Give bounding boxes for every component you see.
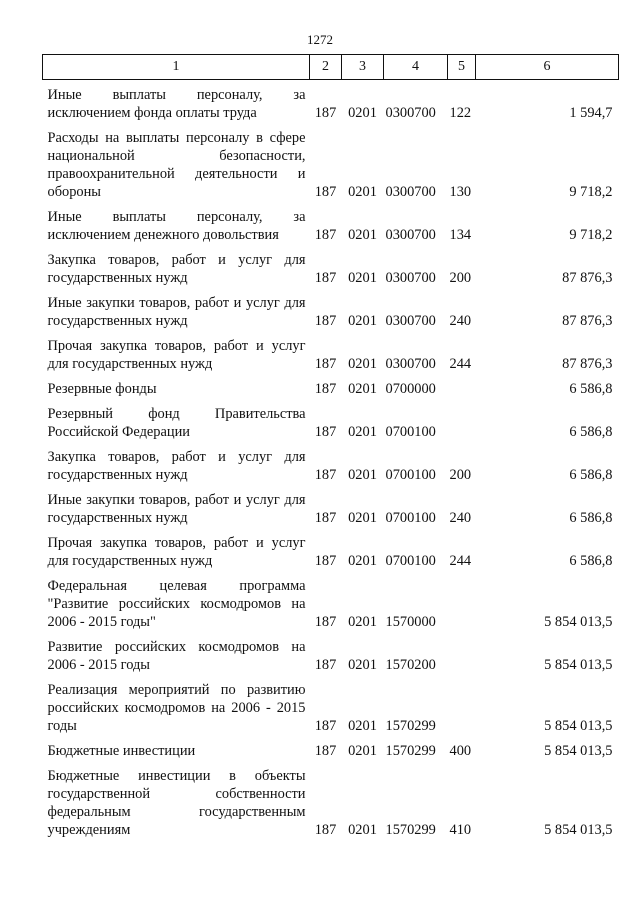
- row-section-code: 0201: [348, 553, 377, 569]
- row-name: Прочая закупка товаров, работ и услуг для государственных нужд: [47, 338, 306, 372]
- row-name: Федеральная целевая программа "Развитие российских космодромов на 2006 - 2015 годы": [47, 578, 306, 630]
- row-ministry-code: 187: [314, 657, 337, 673]
- row-name: Закупка товаров, работ и услуг для государственных нужд: [47, 252, 306, 286]
- row-ministry-code: 187: [314, 313, 337, 329]
- row-amount: 6 586,8: [569, 381, 613, 397]
- row-section-code: 0201: [348, 822, 377, 838]
- row-expense-code: 244: [449, 356, 472, 372]
- row-ministry-code: 187: [314, 718, 337, 734]
- row-target-code: 1570000: [385, 614, 436, 630]
- budget-table: [42, 54, 619, 839]
- row-target-code: 0700000: [385, 381, 436, 397]
- row-target-code: 0300700: [385, 313, 436, 329]
- table-row: [43, 122, 619, 201]
- row-section-code: 0201: [348, 424, 377, 440]
- column-header: 3: [342, 55, 384, 80]
- table-row: [43, 244, 619, 287]
- row-amount: 9 718,2: [569, 184, 613, 200]
- row-name: Бюджетные инвестиции: [47, 743, 196, 759]
- row-target-code: 0300700: [385, 270, 436, 286]
- table-row: [43, 201, 619, 244]
- table-row: [43, 760, 619, 839]
- row-expense-code: 400: [449, 743, 472, 759]
- table-row: [43, 527, 619, 570]
- row-amount: 5 854 013,5: [544, 657, 613, 673]
- row-expense-code: 200: [449, 270, 472, 286]
- row-amount: 6 586,8: [569, 510, 613, 526]
- row-ministry-code: 187: [314, 510, 337, 526]
- table-row: [43, 287, 619, 330]
- row-ministry-code: 187: [314, 467, 337, 483]
- row-amount: 6 586,8: [569, 553, 613, 569]
- row-section-code: 0201: [348, 356, 377, 372]
- page-number: 1272: [307, 32, 333, 47]
- row-amount: 5 854 013,5: [544, 718, 613, 734]
- row-name: Резервный фонд Правительства Российской Федерации: [47, 406, 306, 440]
- row-expense-code: 240: [449, 313, 472, 329]
- row-ministry-code: 187: [314, 227, 337, 243]
- row-name: Прочая закупка товаров, работ и услуг для государственных нужд: [47, 535, 306, 569]
- row-expense-code: [448, 398, 476, 441]
- table-row: [43, 398, 619, 441]
- table-row: [43, 441, 619, 484]
- row-amount: 87 876,3: [562, 356, 613, 372]
- row-section-code: 0201: [348, 510, 377, 526]
- row-expense-code: 122: [449, 105, 472, 121]
- row-ministry-code: 187: [314, 105, 337, 121]
- row-target-code: 0700100: [385, 510, 436, 526]
- row-target-code: 0300700: [385, 184, 436, 200]
- row-name: Резервные фонды: [47, 381, 157, 397]
- row-expense-code: [448, 631, 476, 674]
- column-header: 2: [310, 55, 342, 80]
- row-target-code: 1570299: [385, 718, 436, 734]
- row-ministry-code: 187: [314, 356, 337, 372]
- row-amount: 5 854 013,5: [544, 743, 613, 759]
- row-section-code: 0201: [348, 270, 377, 286]
- row-section-code: 0201: [348, 614, 377, 630]
- row-name: Иные выплаты персоналу, за исключением фонда оплаты труда: [47, 87, 306, 121]
- row-target-code: 0700100: [385, 553, 436, 569]
- row-amount: 1 594,7: [569, 105, 613, 121]
- row-section-code: 0201: [348, 718, 377, 734]
- row-expense-code: [448, 674, 476, 735]
- row-target-code: 1570299: [385, 743, 436, 759]
- row-amount: 87 876,3: [562, 270, 613, 286]
- row-section-code: 0201: [348, 743, 377, 759]
- column-header: 6: [476, 55, 619, 80]
- row-ministry-code: 187: [314, 822, 337, 838]
- row-ministry-code: 187: [314, 424, 337, 440]
- row-ministry-code: 187: [314, 381, 337, 397]
- row-name: Закупка товаров, работ и услуг для государственных нужд: [47, 449, 306, 483]
- row-name: Иные закупки товаров, работ и услуг для государственных нужд: [47, 492, 306, 526]
- row-expense-code: 130: [449, 184, 472, 200]
- column-header: 5: [448, 55, 476, 80]
- row-section-code: 0201: [348, 313, 377, 329]
- row-target-code: 1570299: [385, 822, 436, 838]
- row-target-code: 0700100: [385, 467, 436, 483]
- row-amount: 5 854 013,5: [544, 614, 613, 630]
- row-target-code: 0300700: [385, 105, 436, 121]
- row-section-code: 0201: [348, 657, 377, 673]
- row-name: Иные закупки товаров, работ и услуг для государственных нужд: [47, 295, 306, 329]
- table-row: [43, 330, 619, 373]
- column-header-row: [43, 55, 619, 80]
- row-target-code: 1570200: [385, 657, 436, 673]
- row-amount: 6 586,8: [569, 467, 613, 483]
- column-header: 1: [43, 55, 310, 80]
- row-ministry-code: 187: [314, 553, 337, 569]
- row-name: Реализация мероприятий по развитию российских космодромов на 2006 - 2015 годы: [47, 682, 306, 734]
- row-name: Развитие российских космодромов на 2006 - 2015 годы: [47, 639, 306, 673]
- row-expense-code: [448, 373, 476, 398]
- row-target-code: 0300700: [385, 356, 436, 372]
- row-section-code: 0201: [348, 381, 377, 397]
- row-ministry-code: 187: [314, 743, 337, 759]
- table-row: [43, 570, 619, 631]
- row-expense-code: 134: [449, 227, 472, 243]
- table-row: [43, 373, 619, 398]
- row-amount: 6 586,8: [569, 424, 613, 440]
- row-section-code: 0201: [348, 105, 377, 121]
- row-section-code: 0201: [348, 227, 377, 243]
- row-section-code: 0201: [348, 184, 377, 200]
- row-target-code: 0300700: [385, 227, 436, 243]
- row-amount: 9 718,2: [569, 227, 613, 243]
- row-expense-code: 200: [449, 467, 472, 483]
- column-header: 4: [384, 55, 448, 80]
- row-expense-code: 240: [449, 510, 472, 526]
- row-section-code: 0201: [348, 467, 377, 483]
- row-name: Иные выплаты персоналу, за исключением денежного довольствия: [47, 209, 306, 243]
- row-expense-code: 244: [449, 553, 472, 569]
- table-row: [43, 735, 619, 760]
- row-name: Бюджетные инвестиции в объекты государственной собственности федеральным государственным учреждениям: [47, 768, 306, 838]
- table-row: [43, 484, 619, 527]
- row-ministry-code: 187: [314, 184, 337, 200]
- row-expense-code: 410: [449, 822, 472, 838]
- row-name: Расходы на выплаты персоналу в сфере национальной безопасности, правоохранительной деятельности и обороны: [47, 130, 306, 200]
- row-amount: 87 876,3: [562, 313, 613, 329]
- table-row: [43, 80, 619, 123]
- row-target-code: 0700100: [385, 424, 436, 440]
- row-amount: 5 854 013,5: [544, 822, 613, 838]
- row-expense-code: [448, 570, 476, 631]
- table-row: [43, 674, 619, 735]
- row-ministry-code: 187: [314, 270, 337, 286]
- table-row: [43, 631, 619, 674]
- row-ministry-code: 187: [314, 614, 337, 630]
- table-body: [43, 80, 619, 840]
